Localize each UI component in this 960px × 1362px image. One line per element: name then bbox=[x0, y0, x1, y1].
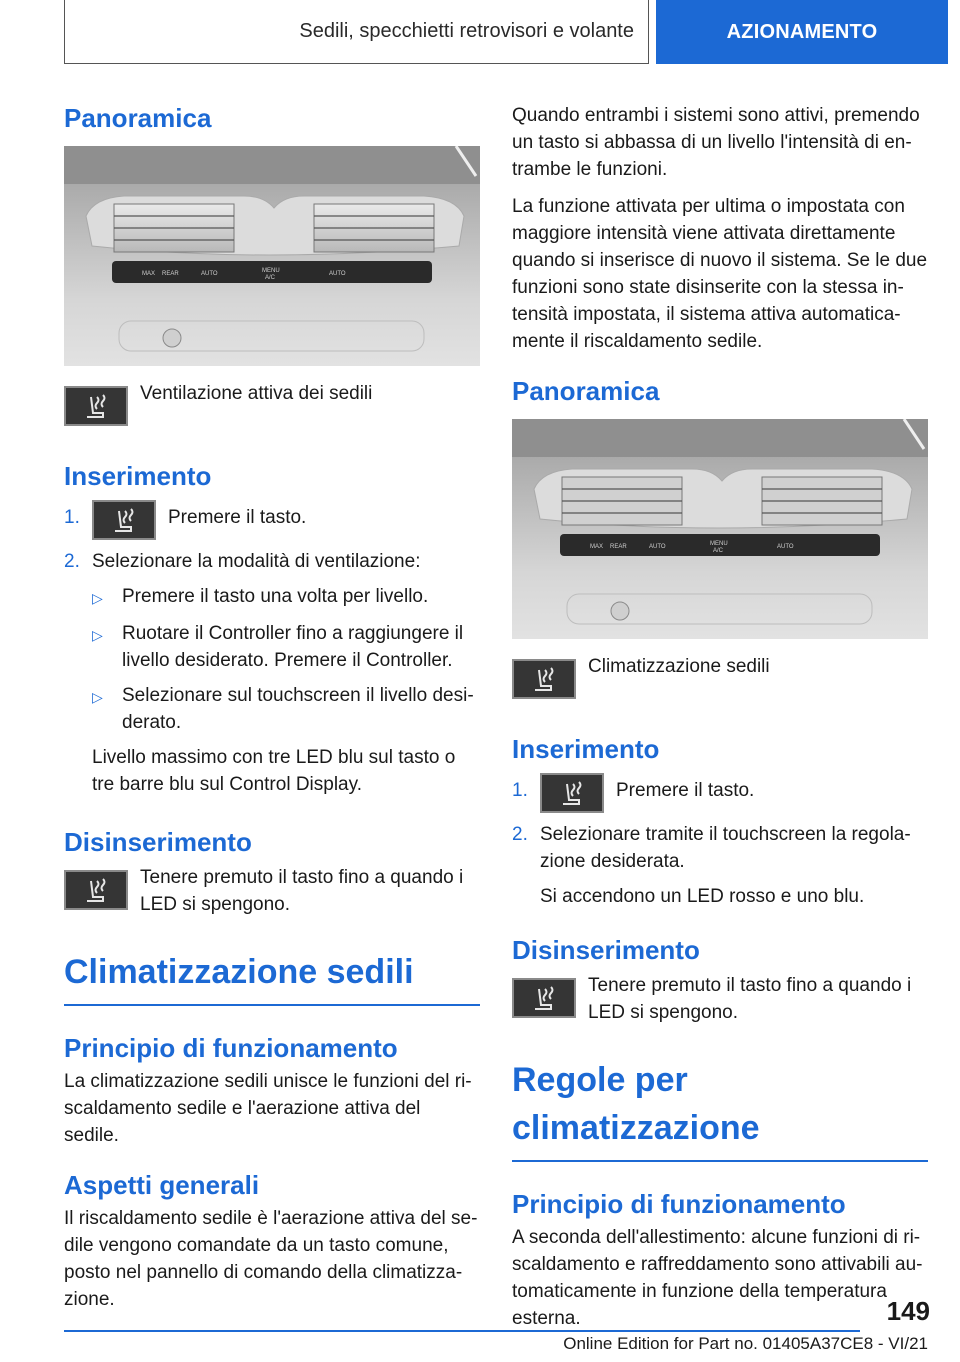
deactivation-row bbox=[512, 975, 928, 1026]
chapter-title: Regole per climatizzazione bbox=[512, 1056, 928, 1162]
seat-climate-key-icon bbox=[512, 659, 576, 699]
intro-paragraph-1: Quando entrambi i sistemi sono attivi, premendo un tasto si abbassa di un livello l'intensità di en- trambe le funzioni. bbox=[512, 105, 920, 180]
ventilation-caption: Ventilazione attiva dei sedili bbox=[140, 383, 373, 404]
list-item bbox=[92, 583, 480, 612]
activation-heading: Inserimento bbox=[64, 461, 212, 491]
activation-heading: Inserimento bbox=[512, 734, 660, 764]
overview-heading: Panoramica bbox=[64, 103, 212, 133]
panel-label-rear: REAR bbox=[610, 544, 627, 550]
step-number: 1. bbox=[64, 507, 80, 528]
chapter-label: AZIONAMENTO bbox=[726, 20, 878, 43]
step-text: Premere il tasto. bbox=[616, 780, 755, 801]
bullet-text: Ruotare il Controller fino a raggiungere il livello desiderato. Premere il Controller. bbox=[122, 623, 464, 671]
step-1 bbox=[64, 504, 480, 540]
principle-heading: Principio di funzionamento bbox=[512, 1189, 846, 1219]
deactivation-text: Tenere premuto il tasto fino a quando i LED si spengono. bbox=[140, 867, 464, 915]
step-number: 2. bbox=[64, 551, 80, 572]
ventilation-caption-row bbox=[64, 383, 480, 426]
principle-text: La climatizzazione sedili unisce le funzioni del ri- scaldamento sedile e l'aerazione attiva del sedile. bbox=[64, 1071, 472, 1146]
triangle-bullet-icon: ▷ bbox=[92, 590, 103, 606]
climate-panel-illustration bbox=[512, 419, 928, 639]
panel-label-ac: A/C bbox=[713, 548, 724, 554]
deactivation-heading: Disinserimento bbox=[512, 935, 700, 965]
deactivation-row bbox=[64, 867, 480, 918]
general-heading: Aspetti generali bbox=[64, 1170, 260, 1200]
seat-climate-key-icon bbox=[540, 773, 604, 813]
bullet-text: Premere il tasto una volta per livello. bbox=[122, 586, 429, 607]
triangle-bullet-icon: ▷ bbox=[92, 689, 103, 705]
right-column bbox=[512, 102, 928, 1342]
panel-label-max: MAX bbox=[590, 544, 604, 550]
step-number: 1. bbox=[512, 780, 528, 801]
overview-heading: Panoramica bbox=[512, 376, 660, 406]
intro-paragraph-2: La funzione attivata per ultima o impostata con maggiore intensità viene attivata direttamente quando si inserisce di nuovo il sistema. Se le due funzioni sono state disinserite con la stessa in- tensità impostata, il sistema attiva automatica- mente il riscaldamento sedile. bbox=[512, 196, 928, 352]
deactivation-heading: Disinserimento bbox=[64, 827, 252, 857]
panel-label-auto-right: AUTO bbox=[777, 544, 794, 550]
seat-climate-key-icon bbox=[512, 978, 576, 1018]
step-text: Premere il tasto. bbox=[168, 507, 307, 528]
general-text: Il riscaldamento sedile è l'aerazione attiva del se- dile vengono comandate da un tasto comune, posto nel pannello di comando della climatizza- zione. bbox=[64, 1208, 478, 1310]
led-note: Si accendono un LED rosso e uno blu. bbox=[540, 886, 865, 907]
panel-label-auto-right: AUTO bbox=[329, 271, 346, 277]
footer-rule bbox=[64, 1330, 860, 1332]
dashboard-photo bbox=[512, 419, 928, 639]
step-text: Selezionare la modalità di ventilazione: bbox=[92, 551, 421, 572]
panel-label-menu: MENU bbox=[262, 268, 280, 274]
panel-label-rear: REAR bbox=[162, 271, 179, 277]
step-number: 2. bbox=[512, 824, 528, 845]
panel-label-max: MAX bbox=[142, 271, 156, 277]
dashboard-photo bbox=[64, 146, 480, 366]
step-2 bbox=[64, 548, 480, 575]
principle-text: A seconda dell'allestimento: alcune funzioni di ri- scaldamento e raffreddamento sono attivabili au- tomaticamente in funzione della temperatura esterna. bbox=[512, 1227, 923, 1329]
climate-panel-illustration bbox=[64, 146, 480, 366]
step-2 bbox=[512, 821, 928, 875]
seat-ventilation-key-icon bbox=[64, 386, 128, 426]
bullet-text: Selezionare sul touchscreen il livello desi- derato. bbox=[122, 685, 474, 733]
seat-ventilation-key-icon bbox=[64, 870, 128, 910]
triangle-bullet-icon: ▷ bbox=[92, 627, 103, 643]
running-header bbox=[64, 0, 649, 64]
page-number: 149 bbox=[886, 1296, 930, 1326]
step-1 bbox=[512, 777, 928, 813]
step-text: Selezionare tramite il touchscreen la regola- zione desiderata. bbox=[540, 824, 911, 872]
list-item bbox=[92, 682, 480, 736]
panel-label-auto-left: AUTO bbox=[201, 271, 218, 277]
principle-heading: Principio di funzionamento bbox=[64, 1033, 398, 1063]
panel-label-ac: A/C bbox=[265, 275, 276, 281]
section-title: Sedili, specchietti retrovisori e volante bbox=[299, 20, 634, 42]
climate-caption-row bbox=[512, 656, 928, 699]
panel-label-menu: MENU bbox=[710, 541, 728, 547]
climate-caption: Climatizzazione sedili bbox=[588, 656, 770, 677]
chapter-title: Climatizzazione sedili bbox=[64, 948, 480, 1006]
panel-label-auto-left: AUTO bbox=[649, 544, 666, 550]
left-column bbox=[64, 96, 480, 1323]
edition-line: Online Edition for Part no. 01405A37CE8 - VI/21 bbox=[563, 1334, 928, 1353]
seat-ventilation-key-icon bbox=[92, 500, 156, 540]
chapter-tab bbox=[656, 0, 948, 64]
max-level-note: Livello massimo con tre LED blu sul tasto o tre barre blu sul Control Display. bbox=[92, 747, 456, 795]
list-item bbox=[92, 620, 480, 674]
deactivation-text: Tenere premuto il tasto fino a quando i LED si spengono. bbox=[588, 975, 912, 1023]
